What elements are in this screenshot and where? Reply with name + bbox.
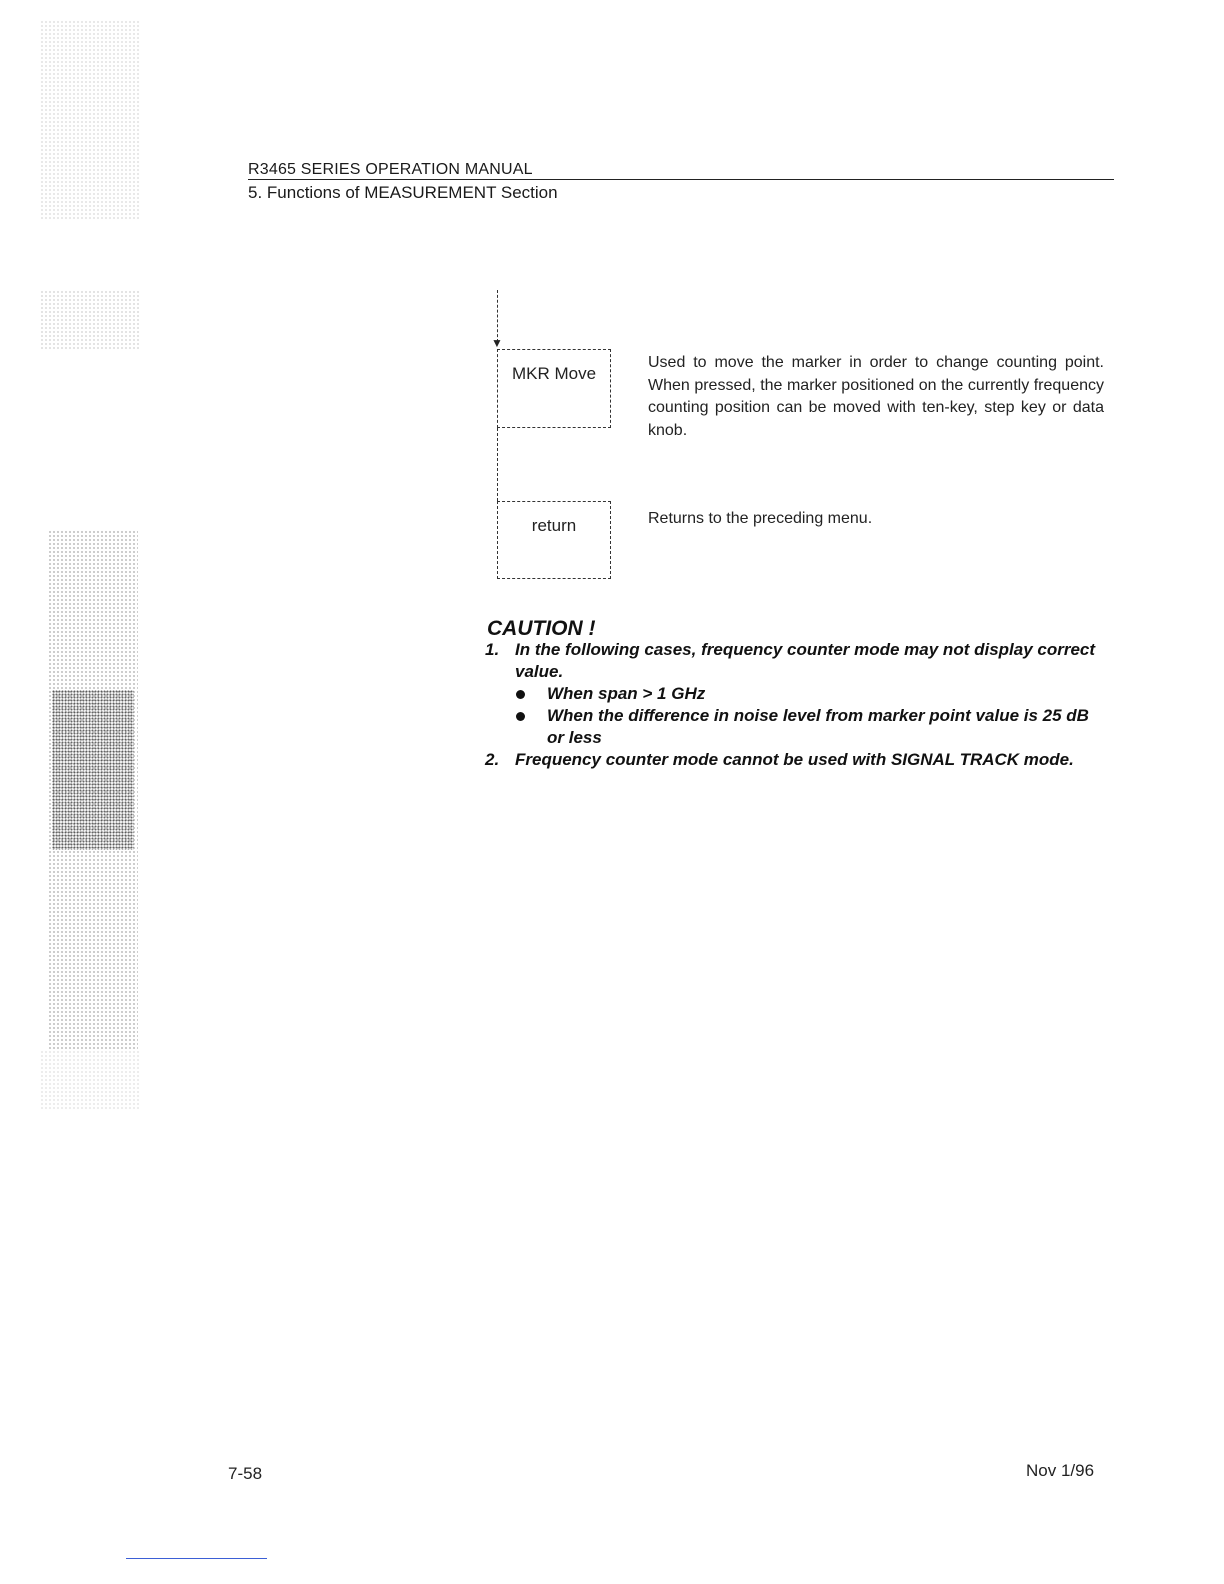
caution-item-number: 2. [485,750,500,769]
scan-margin-noise-lower [40,1050,140,1110]
page-number: 7-58 [228,1464,263,1483]
caution-list [485,639,1105,771]
caution-item-text: In the following cases, frequency counter mode may not display correct value. [515,640,1096,681]
scan-margin-noise-top [40,20,140,220]
flow-connector-middle [497,428,498,501]
caution-bullet-text: When span > 1 GHz [547,684,706,703]
revision-date: Nov 1/96 [1026,1461,1095,1480]
bullet-dot-icon [516,690,525,699]
scan-margin-noise-upper [40,290,140,350]
softkey-return-description: Returns to the preceding menu. [648,510,873,527]
section-title: 5. Functions of MEASUREMENT Section [248,183,558,202]
softkey-mkr-move[interactable] [497,349,611,428]
caution-item-number: 1. [485,640,500,659]
flow-arrow-down-icon: ▼ [491,336,503,350]
softkey-return-label: return [531,516,577,535]
caution-item-1 [485,639,1105,749]
softkey-mkr-move-description: Used to move the marker in order to change counting point. When pressed, the marker positioned on the currently frequency counting position can be moved with ten-key, step key or data knob. [648,354,1104,439]
bottom-link-underline [126,1558,267,1559]
bullet-dot-icon [516,712,525,721]
softkey-return[interactable] [497,501,611,579]
header-rule [248,179,1114,180]
caution-bullet [515,705,1105,749]
caution-title: CAUTION ! [487,617,596,640]
caution-bullet [515,683,1105,705]
softkey-mkr-move-label: MKR Move [511,364,597,383]
manual-title: R3465 SERIES OPERATION MANUAL [248,161,533,178]
caution-item-2 [485,749,1105,771]
flow-connector-top [497,290,498,342]
scan-margin-noise-dark [52,690,134,850]
caution-bullet-text: When the difference in noise level from marker point value is 25 dB or less [547,706,1089,747]
caution-item-text: Frequency counter mode cannot be used with SIGNAL TRACK mode. [515,750,1074,769]
